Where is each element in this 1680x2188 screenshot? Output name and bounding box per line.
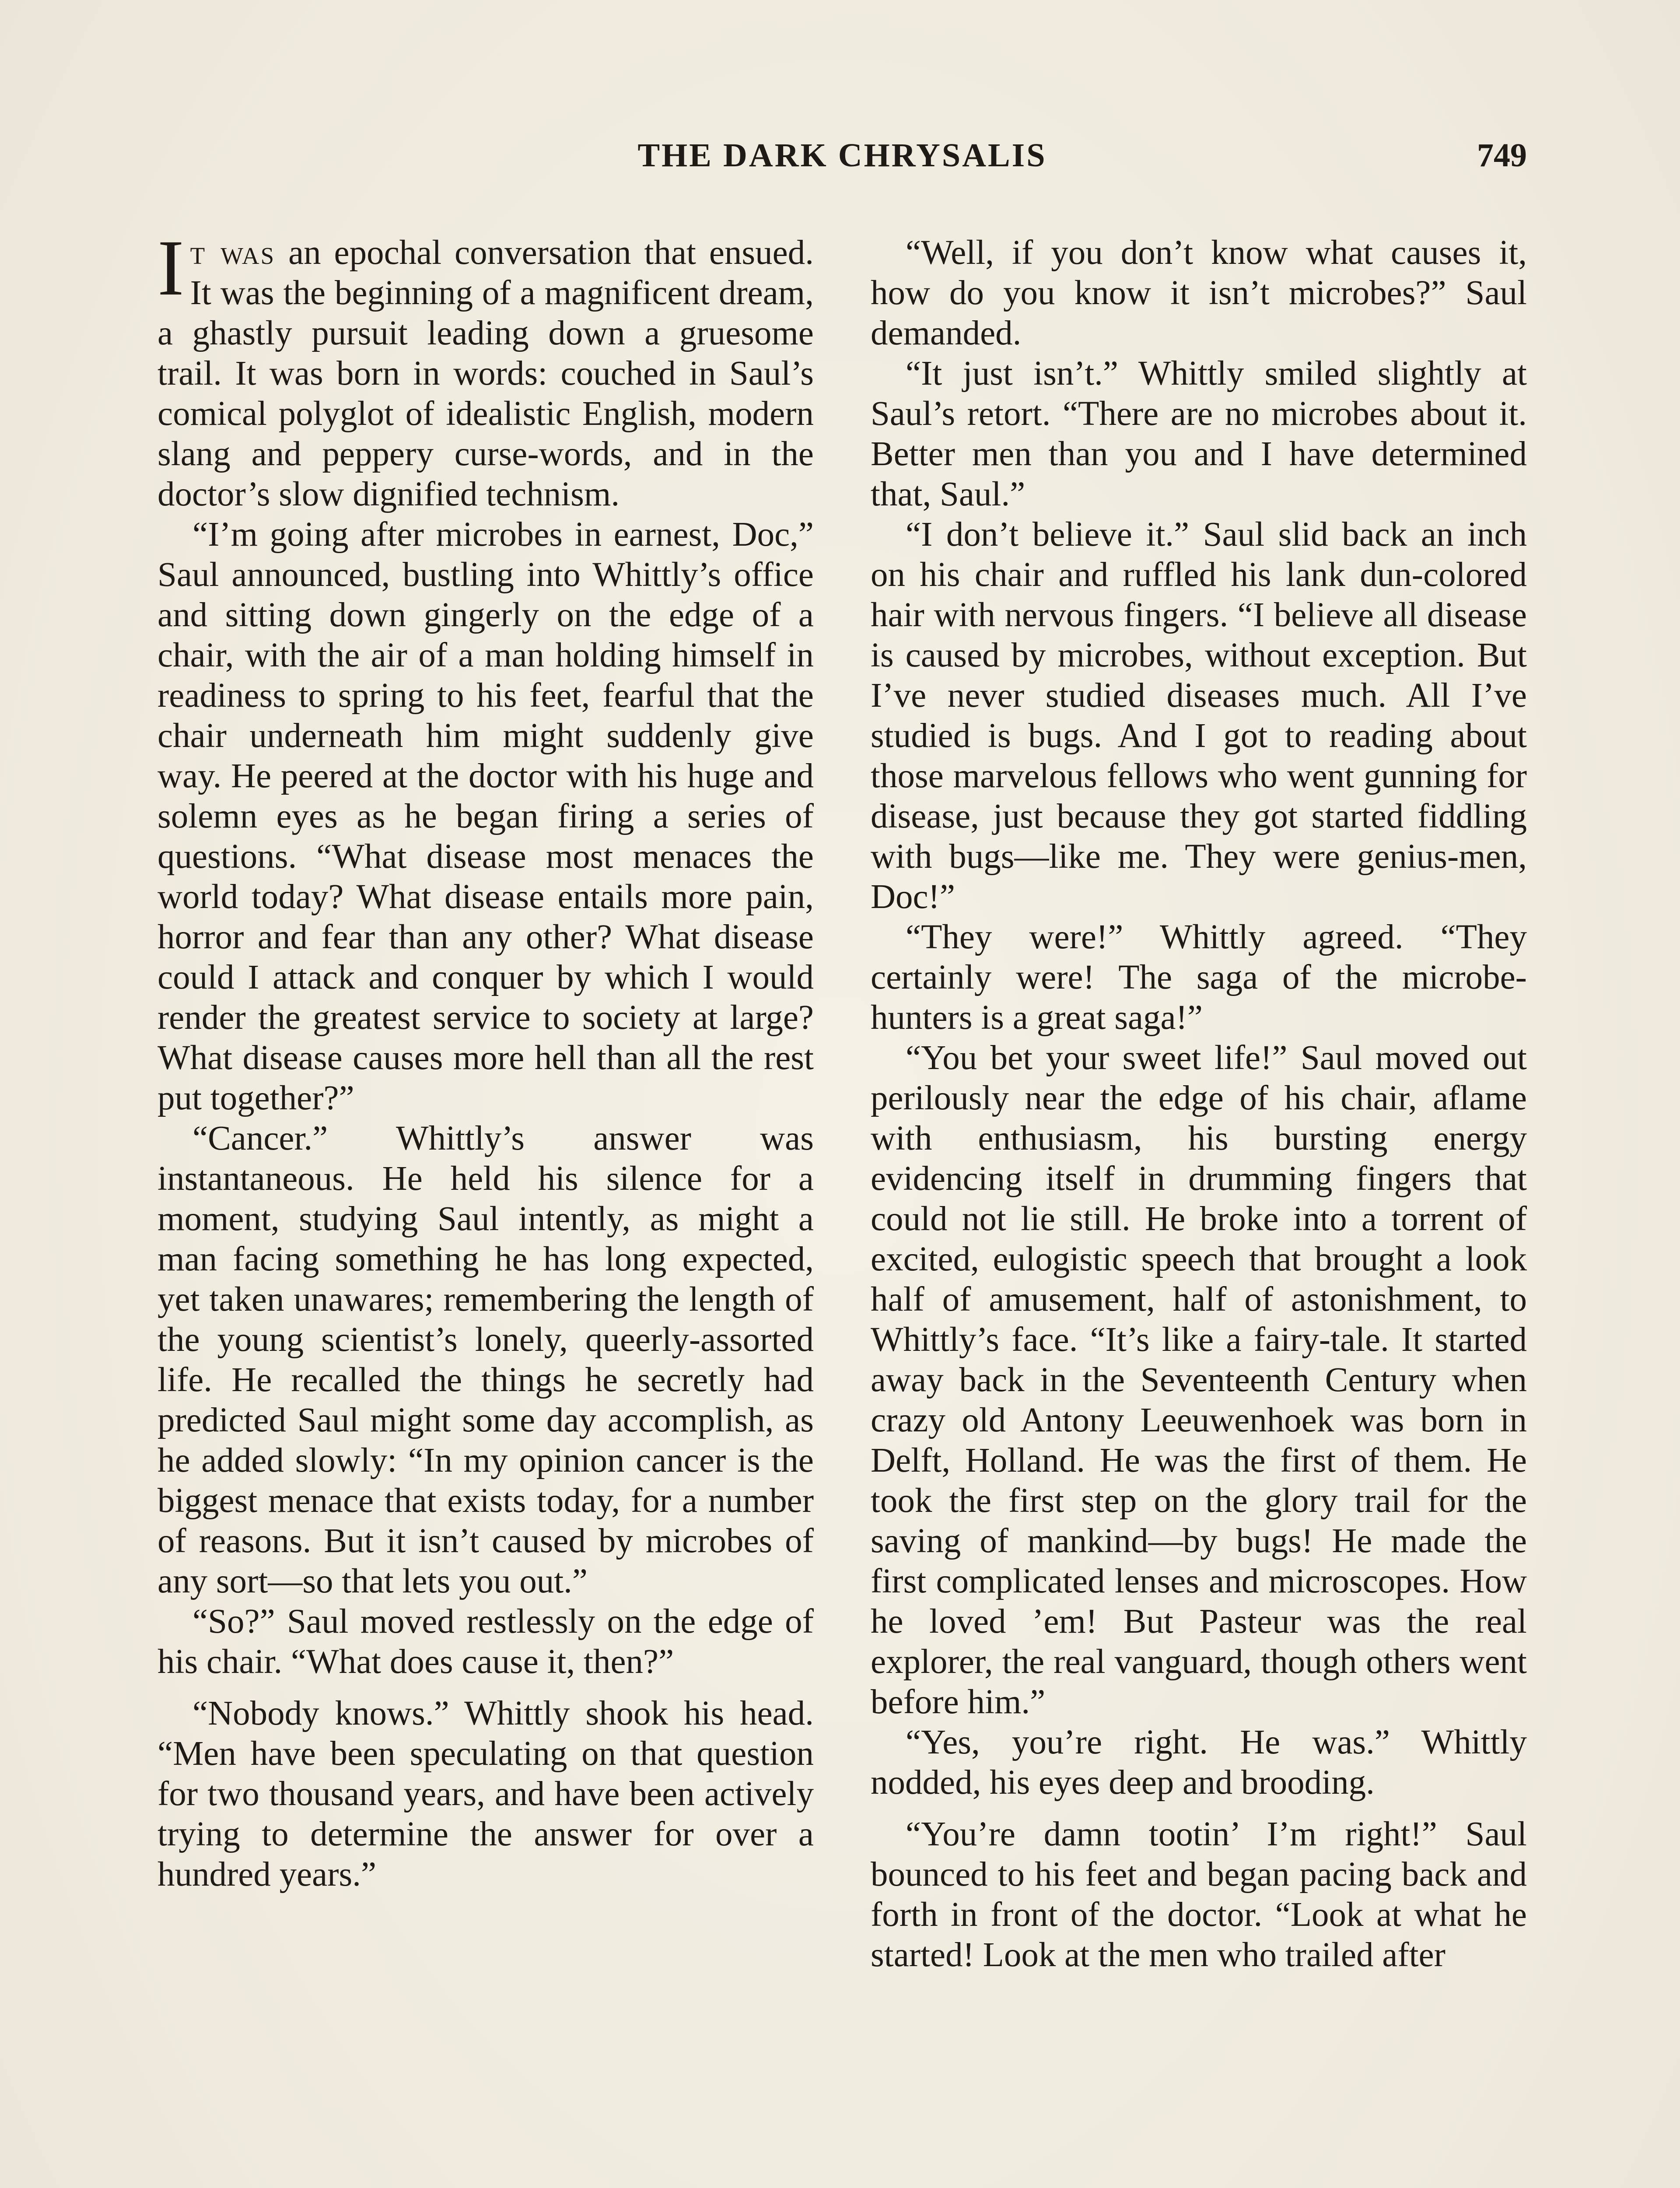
running-title: THE DARK CHRYSALIS <box>637 137 1047 174</box>
paragraph: “It just isn’t.” Whittly smiled slightly at Saul’s retort. “There are no microbes about it. Better men than you and I have determined that, Saul.” <box>871 354 1527 513</box>
running-head <box>158 137 1527 185</box>
right-column <box>871 233 1527 1975</box>
paragraph: “So?” Saul moved restlessly on the edge of his chair. “What does cause it, then?” <box>158 1602 814 1681</box>
left-column <box>158 224 814 1895</box>
paragraph: “You’re damn tootin’ I’m right!” Saul bounced to his feet and began pacing back and forth in front of the doctor. “Look at what he started! Look at the men who trailed after <box>871 1815 1527 1974</box>
paragraph: “I don’t believe it.” Saul slid back an inch on his chair and ruffled his lank dun-colored hair with nervous fingers. “I believe all disease is caused by microbes, without exception. But I’ve never studied diseases much. All I’ve studied is bugs. And I got to reading about those marvelous fellows who went gunning for disease, just because they got started fiddling with bugs—like me. They were genius-men, Doc!” <box>871 515 1527 916</box>
paragraph: “Yes, you’re right. He was.” Whittly nodded, his eyes deep and brooding. <box>871 1723 1527 1802</box>
drop-cap: I <box>158 224 184 312</box>
paragraph: “You bet your sweet life!” Saul moved out perilously near the edge of his chair, aflame with enthusiasm, his bursting energy evidencing itself in drumming fingers that could not lie still. He broke into a torrent of excited, eulogistic speech that brought a look half of amusement, half of astonishment, to Whittly’s face. “It’s like a fairy-tale. It started away back in the Seventeenth Century when crazy old Antony Leeuwenhoek was born in Delft, Holland. He was the first of them. He took the first step on the glory trail for the saving of mankind—by bugs! He made the first complicated lenses and microscopes. How he loved ’em! But Pasteur was the real explorer, the real vanguard, though others went before him.” <box>871 1039 1527 1721</box>
paragraph: “I’m going after microbes in earnest, Doc,” Saul announced, bustling into Whittly’s office and sitting down gingerly on the edge of a chair, with the air of a man holding himself in readiness to spring to his feet, fearful that the chair underneath him might suddenly give way. He peered at the doctor with his huge and solemn eyes as he began firing a series of questions. “What disease most menaces the world today? What disease entails more pain, horror and fear than any other? What disease could I attack and conquer by which I would render the greatest service to society at large? What disease causes more hell than all the rest put together?” <box>158 515 814 1117</box>
opening-text: an epochal conversation that ensued. It was the beginning of a magnificent dream, a ghastly pursuit leading down a gruesome trail. It was born in words: couched in Saul’s comical polyglot of idealistic English, modern slang and peppery curse-words, and in the doctor’s slow dignified technism. <box>158 234 814 513</box>
opening-small-caps: t was <box>190 234 276 272</box>
paragraph: “Nobody knows.” Whittly shook his head. “Men have been speculating on that question for two thousand years, and have been actively trying to determine the answer for over a hundred years.” <box>158 1694 814 1893</box>
page-number: 749 <box>1477 137 1527 174</box>
paragraph: “Cancer.” Whittly’s answer was instantaneous. He held his silence for a moment, studying Saul intently, as might a man facing something he has long expected, yet taken unawares; remembering the length of the young scientist’s lonely, queerly-assorted life. He recalled the things he secretly had predicted Saul might some day accomplish, as he added slowly: “In my opinion cancer is the biggest menace that exists today, for a number of reasons. But it isn’t caused by microbes of any sort—so that lets you out.” <box>158 1119 814 1600</box>
opening-paragraph <box>158 224 814 515</box>
paragraph: “They were!” Whittly agreed. “They certainly were! The saga of the microbe-hunters is a great saga!” <box>871 918 1527 1037</box>
paragraph: “Well, if you don’t know what causes it, how do you know it isn’t microbes?” Saul demanded. <box>871 234 1527 352</box>
